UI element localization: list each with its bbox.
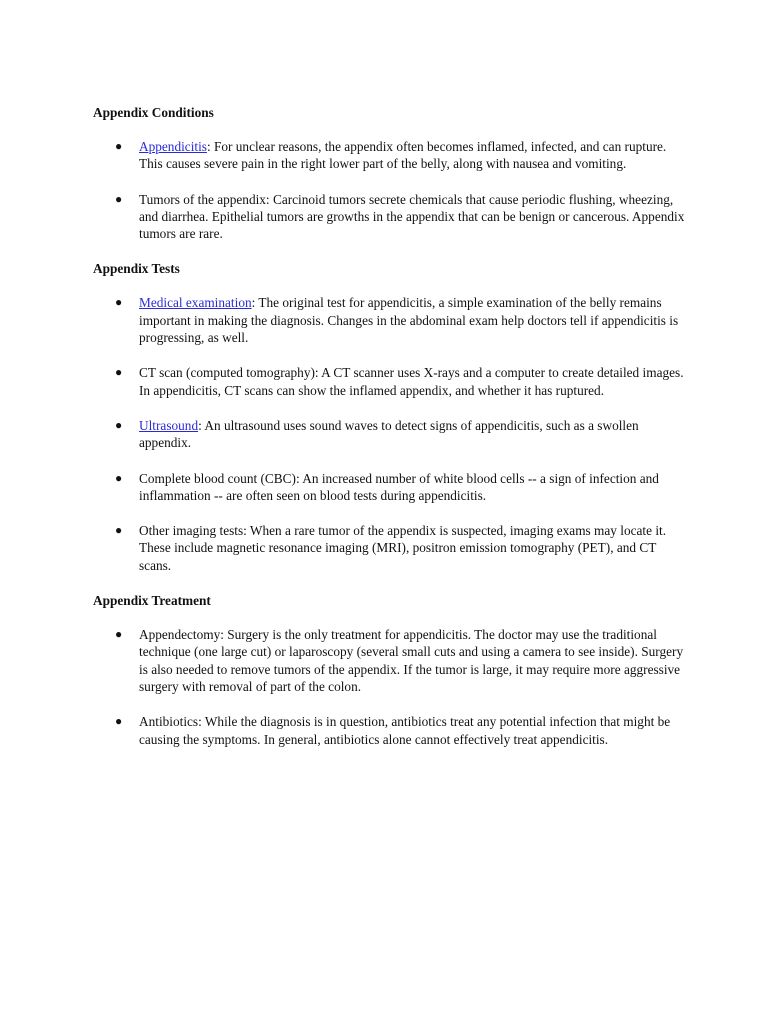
list-item [93, 522, 688, 574]
section-appendix-treatment [93, 592, 688, 748]
bullet-icon: ● [115, 523, 123, 538]
bullet-icon: ● [115, 191, 123, 206]
bullet-icon: ● [115, 417, 123, 432]
list-item [93, 713, 688, 748]
list-item [93, 138, 688, 173]
list-item-text: : The original test for appendicitis, a simple examination of the belly remains important in making the diagnosis. Changes in the abdominal exam help doctors tell if appendicitis is progressing, as well. [139, 295, 679, 346]
bullet-list [93, 138, 688, 242]
bullet-icon: ● [115, 714, 123, 729]
bullet-icon: ● [115, 470, 123, 485]
bullet-icon: ● [115, 365, 123, 380]
list-item [93, 191, 688, 243]
section-heading: Appendix Conditions [93, 105, 214, 120]
list-item [93, 294, 688, 346]
list-item-text: Appendectomy: Surgery is the only treatment for appendicitis. The doctor may use the traditional technique (one large cut) or laparoscopy (several small cuts and using a camera to see inside). Surgery is also needed to remove tumors of the appendix. If the tumor is large, it may require more aggressive surgery with removal of part of the colon. [139, 627, 684, 694]
bullet-icon: ● [115, 139, 123, 153]
medical-examination-link[interactable]: Medical examination [139, 295, 252, 311]
list-item [93, 364, 688, 399]
list-item [93, 417, 688, 452]
list-item [93, 626, 688, 695]
appendicitis-link[interactable]: Appendicitis [139, 139, 207, 154]
section-heading: Appendix Tests [93, 261, 180, 277]
bullet-icon: ● [115, 295, 123, 310]
section-appendix-tests [93, 260, 688, 574]
list-item-text: : An ultrasound uses sound waves to detect signs of appendicitis, such as a swollen appendix. [139, 417, 639, 451]
section-appendix-conditions [93, 104, 688, 242]
list-item-text: Other imaging tests: When a rare tumor of the appendix is suspected, imaging exams may locate it. These include magnetic resonance imaging (MRI), positron emission tomography (PET), and CT scans. [139, 523, 667, 573]
bullet-list [93, 294, 688, 574]
list-item [93, 470, 688, 505]
ultrasound-link[interactable]: Ultrasound [139, 417, 199, 433]
list-item-text: Antibiotics: While the diagnosis is in question, antibiotics treat any potential infection that might be causing the symptoms. In general, antibiotics alone cannot effectively treat appendicitis. [139, 714, 671, 747]
bullet-icon: ● [115, 627, 123, 642]
section-heading: Appendix Treatment [93, 593, 211, 609]
list-item-text: Complete blood count (CBC): An increased number of white blood cells -- a sign of infection and inflammation -- are often seen on blood tests during appendicitis. [139, 470, 659, 503]
list-item-text: CT scan (computed tomography): A CT scanner uses X-rays and a computer to create detailed images. In appendicitis, CT scans can show the inflamed appendix, and whether it has ruptured. [139, 365, 684, 398]
bullet-list [93, 626, 688, 748]
list-item-text: Tumors of the appendix: Carcinoid tumors secrete chemicals that cause periodic flushing, wheezing, and diarrhea. Epithelial tumors are growths in the appendix that can be benign or cancerous. Appendix tumors are rare. [139, 191, 685, 242]
list-item-text: : For unclear reasons, the appendix often becomes inflamed, infected, and can rupture. This causes severe pain in the right lower part of the belly, along with nausea and vomiting. [139, 139, 667, 172]
